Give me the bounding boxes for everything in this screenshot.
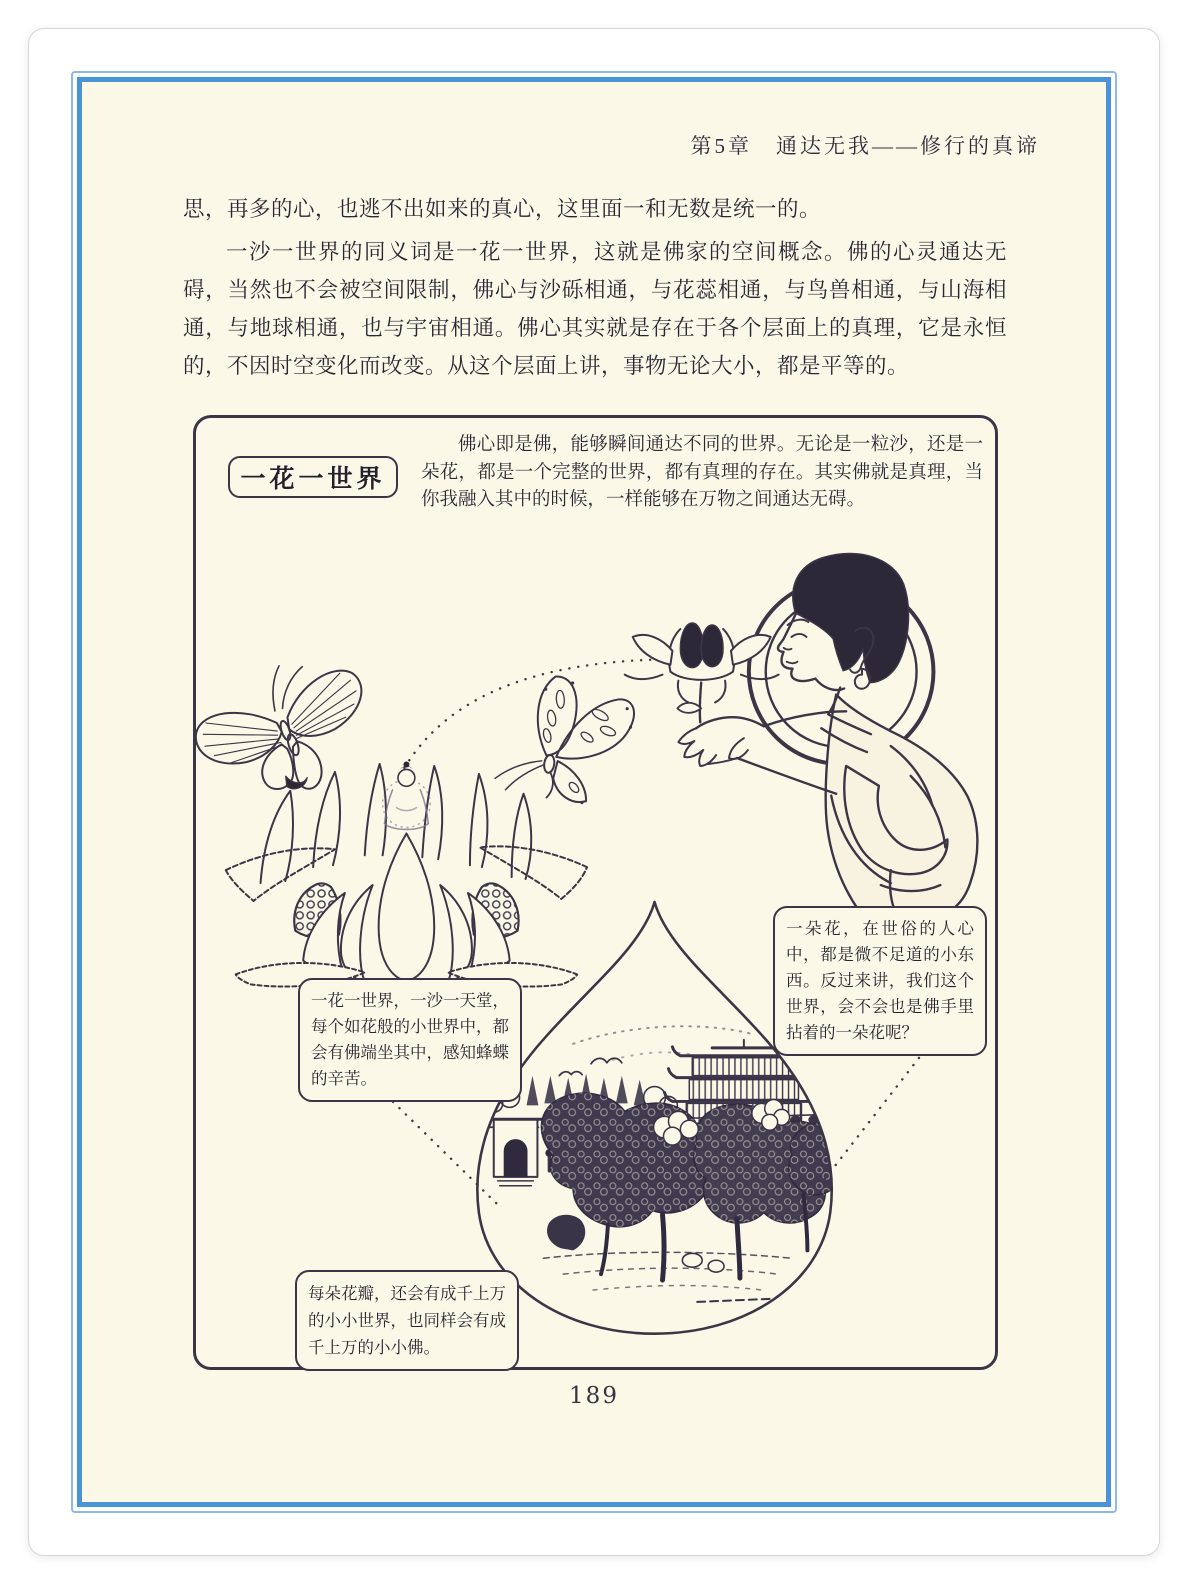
panel-title: 一花一世界 — [240, 466, 386, 493]
page-number: 189 — [569, 1383, 619, 1409]
speech-bubble-left: 一花一世界，一沙一天堂，每个如花般的小世界中，都会有佛端坐其中，感知蜂蝶的辛苦。 — [298, 978, 522, 1102]
chapter-header: 第5章 通达无我——修行的真谛 — [690, 134, 1040, 158]
illustration-art — [196, 418, 995, 1367]
mini-buddha — [383, 780, 431, 830]
butterfly-icon — [493, 670, 638, 810]
speech-bubble-right: 一朵花，在世俗的人心中，都是微不足道的小东西。反过来讲，我们这个世界，会不会也是佛手里拈着的一朵花呢？ — [773, 906, 987, 1056]
panel-title-badge — [228, 456, 398, 498]
bird-icon — [559, 1058, 622, 1075]
illustration-panel — [193, 415, 998, 1370]
body-paragraph-2: 一沙一世界的同义词是一花一世界，这就是佛家的空间概念。佛的心灵通达无碍，当然也不会被空间限制，佛心与沙砾相通，与花蕊相通，与鸟兽相通，与山海相通，与地球相通，也与宇宙相通。佛心其实就是存在于各个层面上的真理，它是永恒的，不因时空变化而改变。从这个层面上讲，事物无论大小，都是平等的。 — [183, 240, 1007, 378]
buddha-figure — [625, 553, 978, 919]
panel-intro: 佛心即是佛，能够瞬间通达不同的世界。无论是一粒沙，还是一朵花，都是一个完整的世界，都有真理的存在。其实佛就是真理，当你我融入其中的时候，一样能够在万物之间通达无碍。 — [421, 435, 983, 510]
body-paragraph-1: 思，再多的心，也逃不出如来的真心，这里面一和无数是统一的。 — [183, 197, 822, 221]
speech-bubble-bottom: 每朵花瓣，还会有成千上万的小小世界，也同样会有成千上万的小小佛。 — [295, 1270, 519, 1371]
landscape-scene — [474, 1026, 855, 1302]
